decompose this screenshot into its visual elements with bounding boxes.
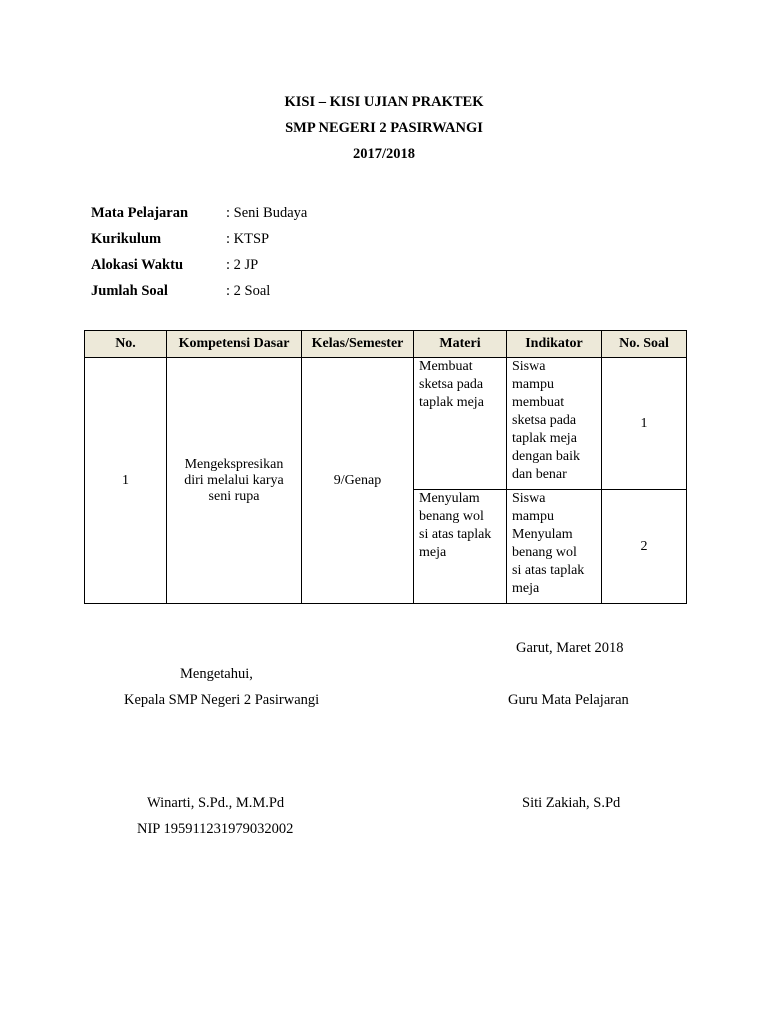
info-value: : 2 Soal (226, 283, 271, 299)
table-row (85, 358, 687, 490)
cell-line: membuat (512, 395, 565, 410)
info-label: Kurikulum (91, 231, 162, 247)
cell-line: mampu (512, 377, 554, 392)
document-title: KISI – KISI UJIAN PRAKTEK (284, 94, 484, 110)
cell-line: meja (512, 581, 540, 596)
column-header-no-soal: No. Soal (602, 331, 687, 358)
cell-line: meja (419, 545, 447, 560)
info-row-curriculum (91, 229, 307, 255)
column-header-kompetensi: Kompetensi Dasar (167, 331, 302, 358)
info-value: : KTSP (226, 231, 270, 247)
info-label: Mata Pelajaran (91, 205, 189, 221)
cell-line: seni rupa (208, 488, 260, 504)
table-header-row (85, 331, 687, 358)
cell-line: benang wol (512, 545, 577, 560)
teacher-name: Siti Zakiah, S.Pd (522, 795, 621, 811)
cell-line: dan benar (512, 467, 567, 482)
cell-line: sketsa pada (419, 377, 484, 392)
column-header-no: No. (85, 331, 167, 358)
info-value: : 2 JP (226, 257, 259, 273)
cell-line: sketsa pada (512, 413, 577, 428)
teacher-title: Guru Mata Pelajaran (508, 692, 629, 708)
cell-line: dengan baik (512, 449, 581, 464)
principal-title: Kepala SMP Negeri 2 Pasirwangi (124, 692, 320, 708)
school-name: SMP NEGERI 2 PASIRWANGI (285, 120, 483, 136)
cell-line: taplak meja (512, 431, 577, 446)
info-row-subject (91, 203, 307, 229)
cell-materi (414, 490, 507, 604)
column-header-indikator: Indikator (507, 331, 602, 358)
column-header-kelas: Kelas/Semester (302, 331, 414, 358)
cell-no-soal: 2 (602, 490, 687, 604)
cell-indikator (507, 490, 602, 604)
document-header (0, 92, 768, 170)
principal-nip: NIP 195911231979032002 (137, 821, 294, 837)
cell-line: Menyulam (419, 491, 480, 506)
cell-kelas: 9/Genap (302, 358, 414, 604)
cell-line: si atas taplak (512, 563, 585, 578)
column-header-materi: Materi (414, 331, 507, 358)
cell-line: Siswa (512, 359, 546, 374)
cell-line: taplak meja (419, 395, 484, 410)
cell-indikator (507, 358, 602, 490)
cell-line: Membuat (419, 359, 473, 374)
academic-year: 2017/2018 (352, 146, 416, 162)
cell-line: benang wol (419, 509, 484, 524)
cell-line: si atas taplak (419, 527, 492, 542)
cell-no: 1 (85, 358, 167, 604)
cell-materi (414, 358, 507, 490)
info-row-question-count (91, 281, 307, 307)
cell-line: mampu (512, 509, 554, 524)
place-date: Garut, Maret 2018 (516, 640, 624, 656)
mengetahui-label: Mengetahui, (180, 666, 253, 682)
cell-line: diri melalui karya (184, 472, 284, 488)
cell-no-soal: 1 (602, 358, 687, 490)
cell-line: Mengekspresikan (184, 456, 284, 472)
cell-line: Menyulam (512, 527, 573, 542)
info-label: Jumlah Soal (91, 283, 168, 299)
info-label: Alokasi Waktu (91, 257, 184, 273)
principal-name: Winarti, S.Pd., M.M.Pd (147, 795, 285, 811)
exam-info (91, 203, 307, 307)
info-value: : Seni Budaya (226, 205, 308, 221)
cell-line: Siswa (512, 491, 546, 506)
info-row-time (91, 255, 307, 281)
cell-kompetensi (167, 358, 302, 604)
exam-grid-table (84, 330, 687, 604)
